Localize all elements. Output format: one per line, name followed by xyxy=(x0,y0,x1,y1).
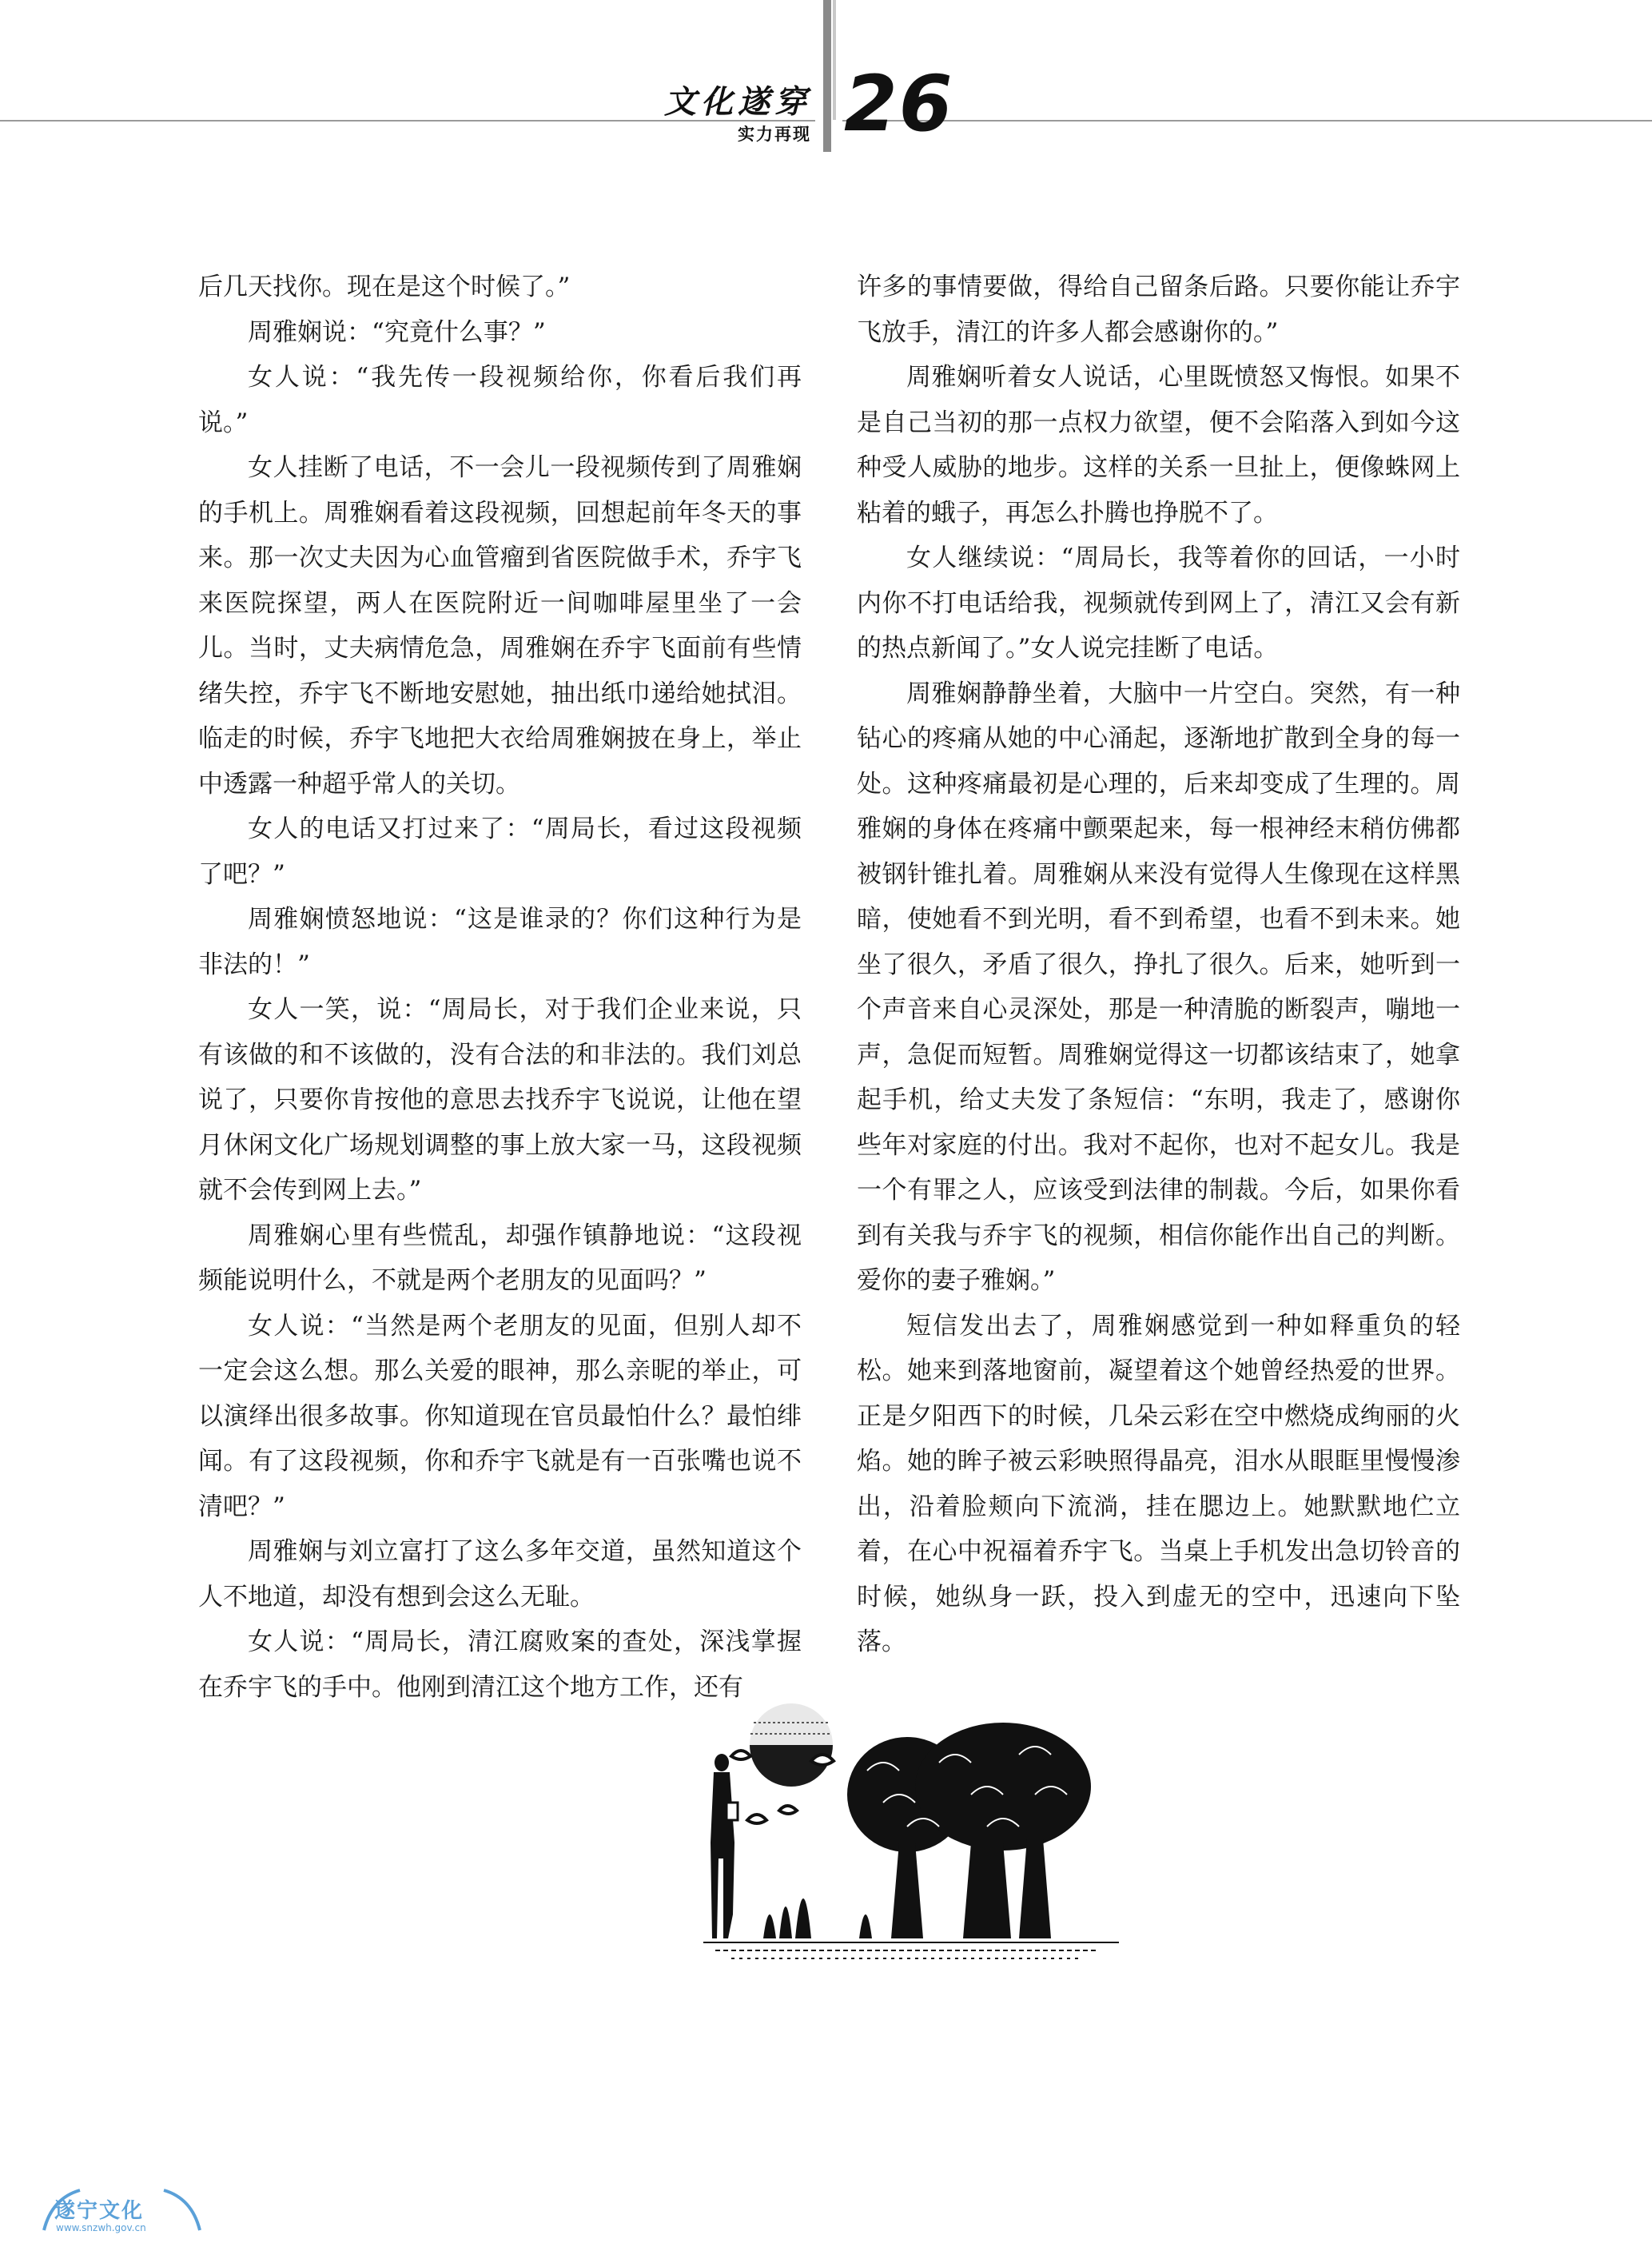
paragraph: 周雅娴静静坐着，大脑中一片空白。突然，有一种钻心的疼痛从她的中心涌起，逐渐地扩散到全身的每一处。这种疼痛最初是心理的，后来却变成了生理的。周雅娴的身体在疼痛中颤栗起来，每一根神经末稍仿佛都被钢针锥扎着。周雅娴从来没有觉得人生像现在这样黑暗，使她看不到光明，看不到希望，也看不到未来。她坐了很久，矛盾了很久，挣扎了很久。后来，她听到一个声音来自心灵深处，那是一种清脆的断裂声，嘣地一声，急促而短暂。周雅娴觉得这一切都该结束了，她拿起手机，给丈夫发了条短信：“东明，我走了，感谢你些年对家庭的付出。我对不起你，也对不起女儿。我是一个有罪之人，应该受到法律的制裁。今后，如果你看到有关我与乔宇飞的视频，相信你能作出自己的判断。爱你的妻子雅娴。” xyxy=(857,679,1460,1295)
section-title: 文化遂穿 xyxy=(664,84,811,121)
paragraph: 女人说：“我先传一段视频给你，你看后我们再说。” xyxy=(198,363,802,437)
paragraph: 女人说：“当然是两个老朋友的见面，但别人却不一定会这么想。那么关爱的眼神，那么亲昵的举止，可以演绎出很多故事。你知道现在官员最怕什么？最怕绯闻。有了这段视频，你和乔宇飞就是有一百张嘴也说不清吧？” xyxy=(198,1311,802,1521)
paragraph: 短信发出去了，周雅娴感觉到一种如释重负的轻松。她来到落地窗前，凝望着这个她曾经热爱的世界。正是夕阳西下的时候，几朵云彩在空中燃烧成绚丽的火焰。她的眸子被云彩映照得晶亮，泪水从眼眶里慢慢渗出，沿着脸颊向下流淌，挂在腮边上。她默默地伫立着，在心中祝福着乔宇飞。当桌上手机发出急切铃音的时候，她纵身一跃，投入到虚无的空中，迅速向下坠落。 xyxy=(857,1311,1460,1656)
paragraph: 周雅娴心里有些慌乱，却强作镇静地说：“这段视频能说明什么，不就是两个老朋友的见面吗？” xyxy=(198,1221,802,1295)
watermark-url: www.snzwh.gov.cn xyxy=(56,2222,146,2233)
paragraph: 女人继续说：“周局长，我等着你的回话，一小时内你不打电话给我，视频就传到网上了，清江又会有新的热点新闻了。”女人说完挂断了电话。 xyxy=(857,544,1460,663)
shrubs-icon xyxy=(763,1898,872,1938)
paragraph: 女人一笑，说：“周局长，对于我们企业来说，只有该做的和不该做的，没有合法的和非法的。我们刘总说了，只要你肯按他的意思去找乔宇飞说说，让他在望月休闲文化广场规划调整的事上放大家一马，这段视频就不会传到网上去。” xyxy=(198,995,802,1205)
ground-icon xyxy=(703,1942,1119,1958)
watermark-name: 遂宁文化 xyxy=(54,2199,145,2223)
paragraph: 后几天找你。现在是这个时候了。” xyxy=(198,273,571,301)
header-vertical-bar xyxy=(823,0,831,152)
paragraph: 周雅娴与刘立富打了这么多年交道，虽然知道这个人不地道，却没有想到会这么无耻。 xyxy=(198,1537,802,1612)
woman-figure-icon xyxy=(711,1754,738,1938)
paragraph: 女人说：“周局长，清江腐败案的查处，深浅掌握在乔宇飞的手中。他刚到清江这个地方工作，还有 xyxy=(198,1627,802,1702)
section-subtitle: 实力再现 xyxy=(738,125,811,144)
right-text-column xyxy=(857,265,1460,1665)
header-vertical-bar-light xyxy=(833,0,836,120)
woodcut-illustration xyxy=(699,1699,1123,1966)
paragraph: 周雅娴说：“究竟什么事？” xyxy=(248,317,546,347)
paragraph: 周雅娴愤怒地说：“这是谁录的？你们这种行为是非法的！” xyxy=(198,905,802,979)
left-text-column xyxy=(198,265,802,1710)
paragraph: 女人挂断了电话，不一会儿一段视频传到了周雅娴的手机上。周雅娴看着这段视频，回想起前年冬天的事来。那一次丈夫因为心血管瘤到省医院做手术，乔宇飞来医院探望，两人在医院附近一间咖啡屋里坐了一会儿。当时，丈夫病情危急，周雅娴在乔宇飞面前有些情绪失控，乔宇飞不断地安慰她，抽出纸巾递给她拭泪。临走的时候，乔宇飞地把大衣给周雅娴披在身上，举止中透露一种超乎常人的关切。 xyxy=(198,453,802,799)
tree-icon xyxy=(847,1723,1091,1938)
paragraph: 许多的事情要做，得给自己留条后路。只要你能让乔宇飞放手，清江的许多人都会感谢你的。” xyxy=(857,273,1460,347)
header-rule-right xyxy=(842,120,1652,122)
page-number: 26 xyxy=(844,59,954,149)
paragraph: 周雅娴听着女人说话，心里既愤怒又悔恨。如果不是自己当初的那一点权力欲望，便不会陷落入到如今这种受人威胁的地步。这样的关系一旦扯上，便像蛛网上粘着的蛾子，再怎么扑腾也挣脱不了。 xyxy=(857,363,1460,528)
sun-icon xyxy=(750,1703,833,1787)
paragraph: 女人的电话又打过来了：“周局长，看过这段视频了吧？” xyxy=(198,815,802,889)
